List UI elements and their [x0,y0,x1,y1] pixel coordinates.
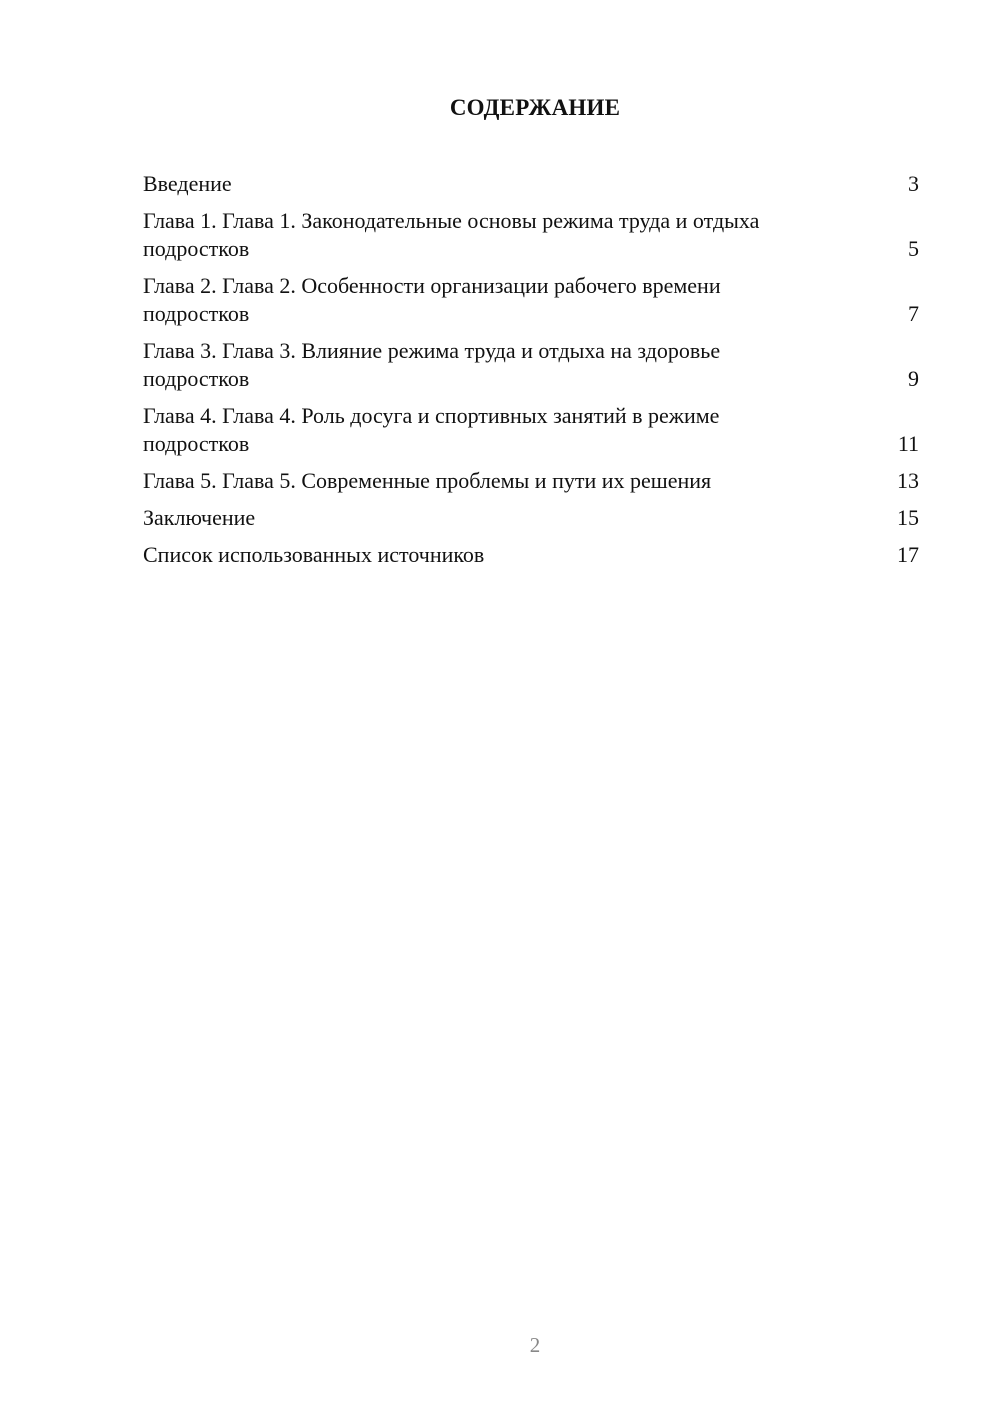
toc-entry-page: 11 [897,431,919,456]
toc-entry-conclusion[interactable] [143,504,919,532]
toc-entry-text: Глава 2. Глава 2. Особенности организации рабочего времени подростков [143,273,721,326]
toc-entry-page: 15 [897,505,919,530]
toc-entry-page: 13 [897,468,919,493]
page-number: 2 [529,1333,541,1357]
toc-entry-page: 3 [908,171,919,196]
toc-entry-text: Глава 5. Глава 5. Современные проблемы и пути их решения [143,468,712,493]
toc-entry-introduction[interactable] [143,170,919,198]
toc-entry-chapter-4[interactable] [143,402,919,458]
toc-entry-page: 5 [908,236,919,261]
page-title: СОДЕРЖАНИЕ [449,95,621,120]
toc-entry-text: Заключение [143,505,256,530]
toc-entry-page: 7 [908,301,919,326]
toc-entry-chapter-1[interactable] [143,207,919,263]
toc-entry-chapter-3[interactable] [143,337,919,393]
toc-entry-page: 9 [908,366,919,391]
toc-entry-text: Список использованных источников [143,542,485,567]
toc-entry-text: Глава 1. Глава 1. Законодательные основы режима труда и отдыха подростков [143,208,760,261]
toc-entry-text: Глава 3. Глава 3. Влияние режима труда и отдыха на здоровье подростков [143,338,721,391]
toc-entry-text: Введение [143,171,232,196]
toc-entry-chapter-5[interactable] [143,467,919,495]
toc-entry-page: 17 [897,542,919,567]
toc-entry-references[interactable] [143,541,919,569]
toc-entry-chapter-2[interactable] [143,272,919,328]
table-of-contents [143,170,919,578]
toc-entry-text: Глава 4. Глава 4. Роль досуга и спортивных занятий в режиме подростков [143,403,720,456]
